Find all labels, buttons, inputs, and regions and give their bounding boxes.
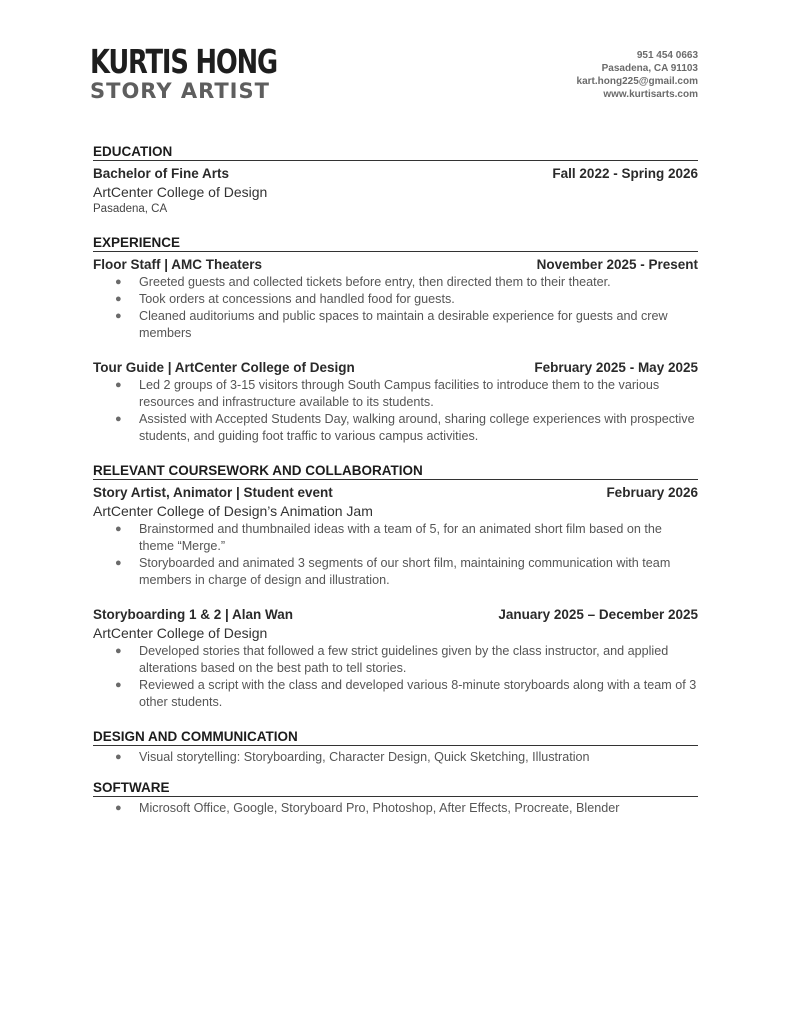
bullet-icon: ●	[115, 310, 122, 322]
software-section	[93, 780, 698, 817]
coursework-entry	[93, 605, 698, 711]
school-location: Pasadena, CA	[93, 203, 168, 215]
job-dates: November 2025 - Present	[536, 257, 698, 272]
coursework-section	[93, 463, 698, 711]
bullet-item	[93, 521, 698, 555]
resume-body	[93, 144, 698, 831]
bullet-icon: ●	[115, 751, 122, 763]
bullet-list	[93, 800, 698, 817]
bullet-text: Brainstormed and thumbnailed ideas with a team of 5, for an animated short film based on the theme “Merge.”	[139, 522, 662, 553]
bullet-icon: ●	[115, 679, 122, 691]
course-role: Storyboarding 1 & 2 | Alan Wan	[93, 607, 294, 622]
section-heading: RELEVANT COURSEWORK AND COLLABORATION	[93, 463, 698, 480]
contact-phone: 951 454 0663	[636, 50, 698, 61]
contact-info	[577, 49, 698, 101]
bullet-icon: ●	[115, 293, 122, 305]
bullet-item	[93, 377, 698, 411]
job-role: Tour Guide | ArtCenter College of Design	[93, 360, 355, 375]
bullet-list	[93, 749, 698, 766]
job-role: Floor Staff | AMC Theaters	[93, 257, 263, 272]
bullet-item	[93, 749, 698, 766]
bullet-item	[93, 308, 698, 342]
bullet-text: Assisted with Accepted Students Day, walking around, sharing college experiences with prospective students, and guiding foot traffic to various campus activities.	[139, 412, 695, 443]
course-org: ArtCenter College of Design’s Animation Jam	[93, 503, 373, 519]
education-section	[93, 144, 698, 217]
bullet-text: Developed stories that followed a few strict guidelines given by the class instructor, and applied alterations based on the best path to tell stories.	[139, 644, 669, 675]
bullet-text: Reviewed a script with the class and developed various 8-minute storyboards along with a team of 3 other students.	[139, 678, 697, 709]
section-heading: EDUCATION	[93, 144, 698, 161]
education-row	[93, 164, 698, 183]
degree: Bachelor of Fine Arts	[93, 166, 230, 181]
bullet-icon: ●	[115, 802, 122, 814]
section-heading: DESIGN AND COMMUNICATION	[93, 729, 698, 746]
entry-header	[93, 483, 698, 502]
candidate-name: KURTIS HONG	[90, 42, 277, 81]
contact-address: Pasadena, CA 91103	[601, 63, 698, 74]
bullet-icon: ●	[115, 523, 122, 535]
experience-section	[93, 235, 698, 445]
bullet-item	[93, 411, 698, 445]
education-dates: Fall 2022 - Spring 2026	[552, 166, 698, 181]
contact-website[interactable]: www.kurtisarts.com	[603, 89, 698, 100]
bullet-icon: ●	[115, 276, 122, 288]
bullet-item	[93, 555, 698, 589]
bullet-text: Storyboarded and animated 3 segments of our short film, maintaining communication with team members in charge of design and illustration.	[139, 556, 671, 587]
bullet-icon: ●	[115, 557, 122, 569]
coursework-entry	[93, 483, 698, 589]
course-dates: January 2025 – December 2025	[498, 607, 698, 622]
bullet-icon: ●	[115, 379, 122, 391]
job-dates: February 2025 - May 2025	[534, 360, 698, 375]
bullet-item	[93, 677, 698, 711]
experience-entry	[93, 358, 698, 445]
bullet-text: Visual storytelling: Storyboarding, Character Design, Quick Sketching, Illustration	[139, 750, 590, 764]
bullet-list	[93, 377, 698, 445]
bullet-list	[93, 274, 698, 342]
section-heading: SOFTWARE	[93, 780, 698, 797]
bullet-text: Microsoft Office, Google, Storyboard Pro, Photoshop, After Effects, Procreate, Blender	[139, 801, 620, 815]
bullet-item	[93, 274, 698, 291]
course-role: Story Artist, Animator | Student event	[93, 485, 333, 500]
school-name: ArtCenter College of Design	[93, 184, 268, 200]
bullet-text: Cleaned auditoriums and public spaces to maintain a desirable experience for guests and crew members	[139, 309, 668, 340]
bullet-list	[93, 521, 698, 589]
section-heading: EXPERIENCE	[93, 235, 698, 252]
bullet-item	[93, 291, 698, 308]
course-org: ArtCenter College of Design	[93, 625, 268, 641]
name-block	[90, 44, 330, 102]
bullet-text: Took orders at concessions and handled food for guests.	[139, 292, 455, 306]
design-section	[93, 729, 698, 766]
entry-header	[93, 255, 698, 274]
entry-header	[93, 605, 698, 624]
bullet-item	[93, 800, 698, 817]
entry-header	[93, 358, 698, 377]
bullet-item	[93, 643, 698, 677]
bullet-text: Greeted guests and collected tickets before entry, then directed them to their theater.	[139, 275, 611, 289]
bullet-list	[93, 643, 698, 711]
experience-entry	[93, 255, 698, 342]
contact-email[interactable]: kart.hong225@gmail.com	[576, 76, 698, 87]
bullet-icon: ●	[115, 645, 122, 657]
bullet-text: Led 2 groups of 3-15 visitors through South Campus facilities to introduce them to the various resources and infrastructure available to its students.	[139, 378, 660, 409]
bullet-icon: ●	[115, 413, 122, 425]
course-dates: February 2026	[606, 485, 698, 500]
candidate-title: STORY ARTIST	[90, 79, 270, 103]
